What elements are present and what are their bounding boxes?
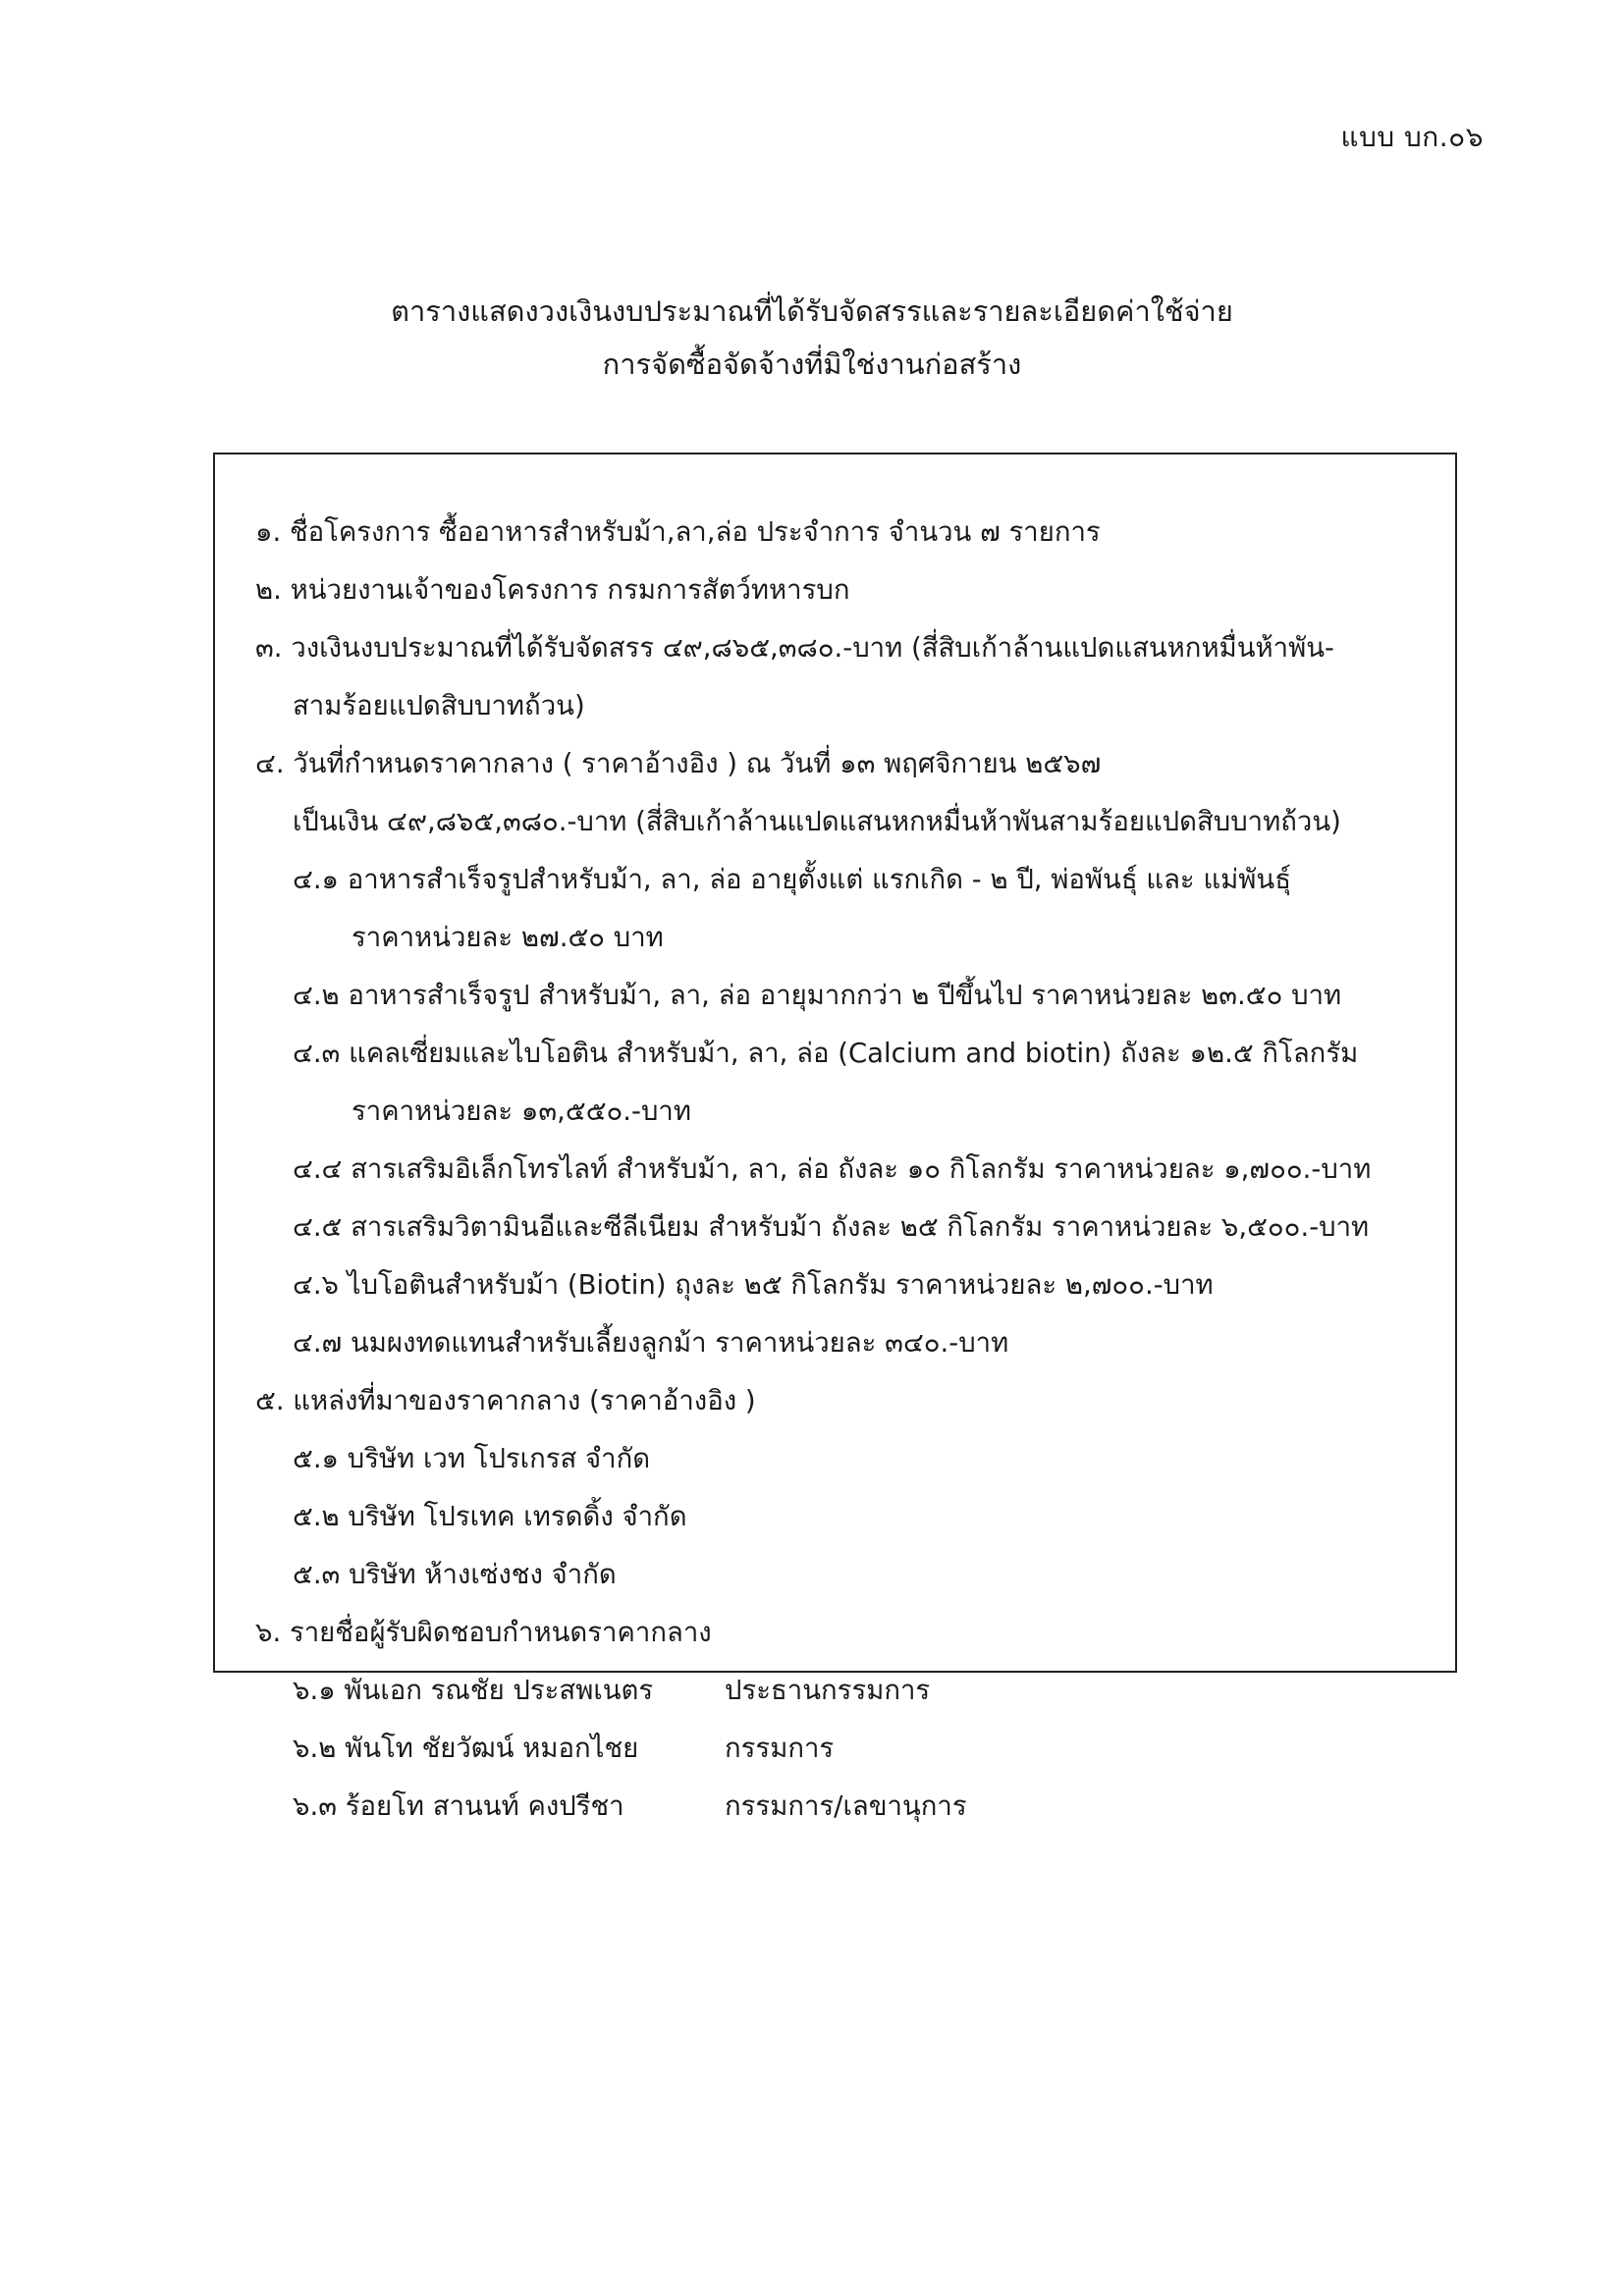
committee-row-2 xyxy=(255,1729,1434,1787)
committee-role: กรรมการ/เลขานุการ xyxy=(725,1790,967,1822)
item-4-3: ๔.๓ แคลเซี่ยมและไบโอติน สำหรับม้า, ลา, ล่อ (Calcium and biotin) ถังละ ๑๒.๕ กิโลกรัม xyxy=(293,1038,1359,1069)
content-body xyxy=(255,512,1434,1844)
committee-name: ๖.๑ พันเอก รณชัย ประสพเนตร xyxy=(293,1675,654,1706)
item-4-7: ๔.๗ นมผงทดแทนสำหรับเลี้ยงลูกม้า ราคาหน่วยละ ๓๔๐.-บาท xyxy=(293,1327,1009,1359)
reference-amount-line: เป็นเงิน ๔๙,๘๖๕,๓๘๐.-บาท (สี่สิบเก้าล้านแปดแสนหกหมื่นห้าพันสามร้อยแปดสิบบาทถ้วน) xyxy=(293,806,1341,837)
form-code: แบบ บก.๐๖ xyxy=(1340,121,1484,153)
reference-date-line: ๔. วันที่กำหนดราคากลาง ( ราคาอ้างอิง ) ณ วันที่ ๑๓ พฤศจิกายน ๒๕๖๗ xyxy=(255,748,1102,779)
source-5-2: ๕.๒ บริษัท โปรเทค เทรดดิ้ง จำกัด xyxy=(293,1501,687,1532)
committee-name: ๖.๓ ร้อยโท สานนท์ คงปรีชา xyxy=(293,1790,624,1822)
source-5-3: ๕.๓ บริษัท ห้างเซ่งชง จำกัด xyxy=(293,1559,617,1590)
committee-role: กรรมการ xyxy=(725,1733,835,1764)
budget-line: ๓. วงเงินงบประมาณที่ได้รับจัดสรร ๔๙,๘๖๕,๓๘๐.-บาท (สี่สิบเก้าล้านแปดแสนหกหมื่นห้าพัน- xyxy=(255,632,1334,664)
item-4-1: ๔.๑ อาหารสำเร็จรูปสำหรับม้า, ลา, ล่อ อายุตั้งแต่ แรกเกิด - ๒ ปี, พ่อพันธุ์ และ แม่พันธุ์ xyxy=(293,864,1292,895)
item-4-1-price: ราคาหน่วยละ ๒๗.๕๐ บาท xyxy=(352,922,664,953)
price-source-heading: ๕. แหล่งที่มาของราคากลาง (ราคาอ้างอิง ) xyxy=(255,1385,756,1416)
committee-heading: ๖. รายชื่อผู้รับผิดชอบกำหนดราคากลาง xyxy=(255,1617,712,1648)
document-title xyxy=(0,285,1624,391)
budget-line-cont: สามร้อยแปดสิบบาทถ้วน) xyxy=(293,690,585,721)
source-5-1: ๕.๑ บริษัท เวท โปรเกรส จำกัด xyxy=(293,1443,651,1474)
item-4-2: ๔.๒ อาหารสำเร็จรูป สำหรับม้า, ลา, ล่อ อายุมากกว่า ๒ ปีขึ้นไป ราคาหน่วยละ ๒๓.๕๐ บาท xyxy=(293,980,1342,1011)
owner-agency-line: ๒. หน่วยงานเจ้าของโครงการ กรมการสัตว์ทหารบก xyxy=(255,574,850,606)
item-4-4: ๔.๔ สารเสริมอิเล็กโทรไลท์ สำหรับม้า, ลา, ล่อ ถังละ ๑๐ กิโลกรัม ราคาหน่วยละ ๑,๗๐๐.-บาท xyxy=(293,1153,1372,1185)
title-line-2: การจัดซื้อจัดจ้างที่มิใช่งานก่อสร้าง xyxy=(602,347,1022,381)
title-line-1: ตารางแสดงวงเงินงบประมาณที่ได้รับจัดสรรและรายละเอียดค่าใช้จ่าย xyxy=(391,294,1233,328)
committee-role: ประธานกรรมการ xyxy=(725,1675,931,1706)
item-4-5: ๔.๕ สารเสริมวิตามินอีและซีลีเนียม สำหรับม้า ถังละ ๒๕ กิโลกรัม ราคาหน่วยละ ๖,๕๐๐.-บาท xyxy=(293,1211,1370,1243)
committee-row-1 xyxy=(255,1671,1434,1729)
item-4-6: ๔.๖ ไบโอตินสำหรับม้า (Biotin) ถุงละ ๒๕ กิโลกรัม ราคาหน่วยละ ๒,๗๐๐.-บาท xyxy=(293,1269,1214,1301)
committee-row-3 xyxy=(255,1787,1434,1844)
project-name-line: ๑. ชื่อโครงการ ซื้ออาหารสำหรับม้า,ลา,ล่อ ประจำการ จำนวน ๗ รายการ xyxy=(255,516,1101,548)
item-4-3-price: ราคาหน่วยละ ๑๓,๕๕๐.-บาท xyxy=(352,1095,691,1127)
committee-name: ๖.๒ พันโท ชัยวัฒน์ หมอกไชย xyxy=(293,1733,639,1764)
